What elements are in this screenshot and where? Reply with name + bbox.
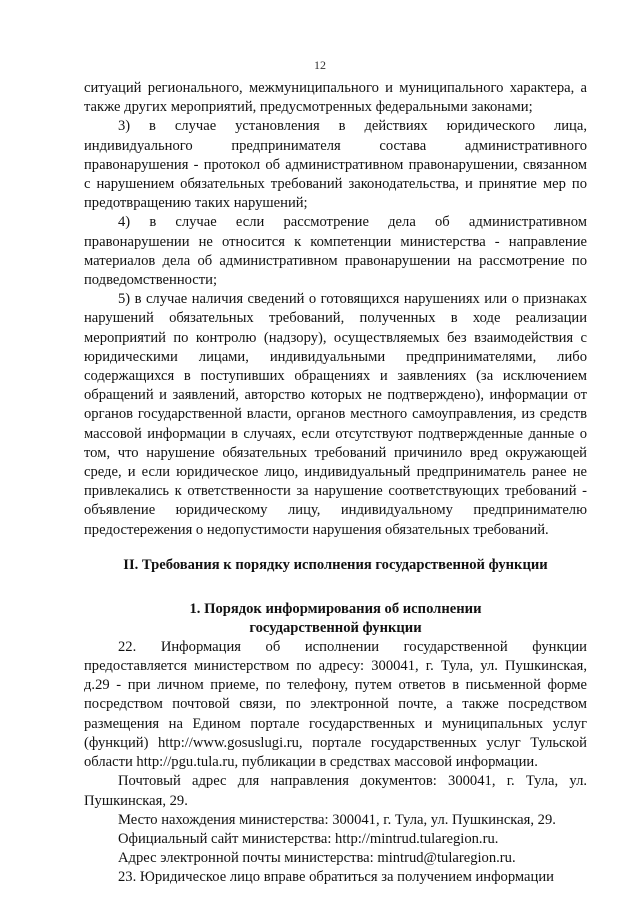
subsection-heading-line2: государственной функции [249,619,422,636]
ministry-email: Адрес электронной почты министерства: mintrud@tularegion.ru. [118,850,516,867]
subsection-heading [84,600,587,638]
intro-paragraph-tail: ситуаций регионального, межмуниципального и муниципального характера, а также других мероприятий, предусмотренных федеральными законами; [84,80,587,116]
list-item-3: 3) в случае установления в действиях юридического лица, индивидуального предпринимателя состава административного правонарушения - протокол об административном правонарушении, связанном с нарушением обязательных требований законодательства, и принятие мер по предотвращению таких нарушений; [84,118,587,212]
document-body [84,79,587,888]
paragraph-22: 22. Информация об исполнении государственной функции предоставляется министерством по адресу: 300041, г. Тула, ул. Пушкинская, д.29 - при личном приеме, по телефону, путем ответов в письменной форме посредством почтовой связи, по электронной почте, а также посредством размещения на Едином портале государственных и муниципальных услуг (функций) http://www.gosuslugi.ru, портале государственных услуг Тульской области http://pgu.tula.ru, публикации в средствах массовой информации. [84,638,587,771]
subsection-heading-line1: 1. Порядок информирования об исполнении [189,600,482,617]
postal-address: Почтовый адрес для направления документов: 300041, г. Тула, ул. Пушкинская, 29. [84,773,587,809]
section-heading: II. Требования к порядку исполнения государственной функции [123,556,548,573]
list-item-4: 4) в случае если рассмотрение дела об административном правонарушении не относится к компетенции министерства - направление материалов дела об административном правонарушении на рассмотрение по подведомственности; [84,214,587,289]
page-number: 12 [314,58,326,72]
paragraph-23-start: 23. Юридическое лицо вправе обратиться за получением информации [118,869,554,886]
list-item-5: 5) в случае наличия сведений о готовящихся нарушениях или о признаках нарушений обязательных требований, полученных в ходе реализации мероприятий по контролю (надзору), осуществляемых без взаимодействия с юридическими лицами, индивидуальными предпринимателями, либо содержащихся в поступивших обращениях и заявлениях (за исключением обращений и заявлений, авторство которых не подтверждено), информации от органов государственной власти, органов местного самоуправления, из средств массовой информации в случаях, если отсутствуют подтвержденные данные о том, что нарушение обязательных требований причинило вред окружающей среде, и если юридическое лицо, индивидуальный предприниматель ранее не привлекались к ответственности за нарушение соответствующих требований - объявление юридическому лицу, индивидуальному предпринимателю предостережения о недопустимости нарушения обязательных требований. [84,291,587,538]
ministry-location: Место нахождения министерства: 300041, г. Тула, ул. Пушкинская, 29. [118,811,556,828]
official-website: Официальный сайт министерства: http://mintrud.tularegion.ru. [118,830,499,847]
